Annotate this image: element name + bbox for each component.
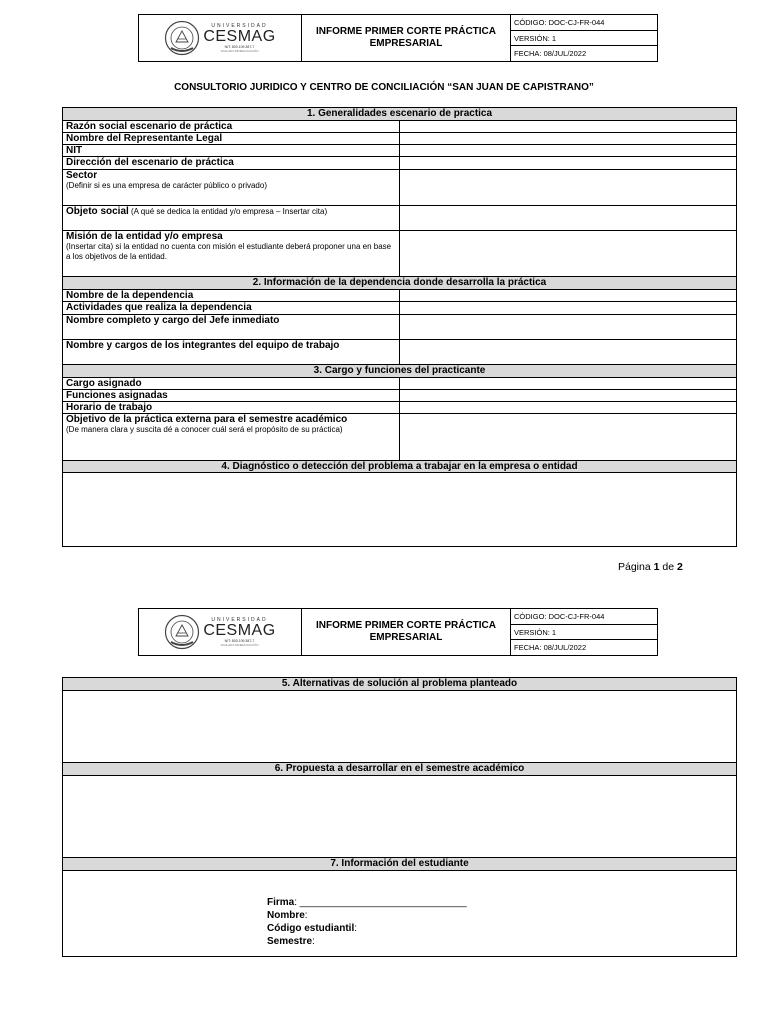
practice-info-table <box>62 107 737 547</box>
field-mision[interactable] <box>400 231 737 277</box>
document-code: CÓDIGO: DOC-CJ-FR-044 <box>511 15 657 31</box>
document-meta <box>511 15 657 61</box>
label-mision-title: Misión de la entidad y/o empresa <box>66 231 223 242</box>
label-objetivo-practica <box>63 414 400 461</box>
label-objeto-social-title: Objeto social <box>66 206 129 217</box>
field-horario[interactable] <box>400 402 737 414</box>
field-alternativas[interactable] <box>63 691 737 763</box>
signature-row <box>267 896 467 909</box>
label-horario: Horario de trabajo <box>63 402 400 414</box>
label-objeto-social <box>63 206 400 231</box>
logo-nit: NIT: 800.109.387-7 <box>224 639 255 643</box>
label-objetivo-title: Objetivo de la práctica externa para el semestre académico <box>66 414 348 425</box>
field-diagnostico[interactable] <box>63 473 737 547</box>
logo-nit: NIT: 800.109.387-7 <box>224 45 255 49</box>
label-sector-title: Sector <box>66 170 98 181</box>
page-total: 2 <box>676 561 683 573</box>
student-signature-block <box>267 896 467 948</box>
field-actividades[interactable] <box>400 302 737 315</box>
university-logo <box>139 15 302 61</box>
logo-university-label: UNIVERSIDAD <box>211 617 268 623</box>
document-title: CONSULTORIO JURIDICO Y CENTRO DE CONCILIACIÓN “SAN JUAN DE CAPISTRANO” <box>174 82 594 93</box>
label-equipo-trabajo: Nombre y cargos de los integrantes del equipo de trabajo <box>63 340 400 365</box>
field-jefe-inmediato[interactable] <box>400 315 737 340</box>
page-prefix: Página <box>618 561 654 573</box>
label-razon-social: Razón social escenario de práctica <box>63 121 400 133</box>
field-objeto-social[interactable] <box>400 206 737 231</box>
document-date: FECHA: 08/JUL/2022 <box>514 49 587 59</box>
label-direccion: Dirección del escenario de práctica <box>63 157 400 170</box>
document-date: FECHA: 08/JUL/2022 <box>514 643 587 653</box>
field-cargo-asignado[interactable] <box>400 378 737 390</box>
university-seal-icon <box>164 20 200 56</box>
nombre-colon: : <box>304 910 308 921</box>
label-semestre: Semestre <box>267 936 313 947</box>
signature-line[interactable]: : ______________________________ <box>294 897 467 908</box>
code-row <box>267 922 467 935</box>
field-direccion[interactable] <box>400 157 737 170</box>
label-funciones-asignadas: Funciones asignadas <box>63 390 400 402</box>
label-representante-legal: Nombre del Representante Legal <box>63 133 400 145</box>
name-row <box>267 909 467 922</box>
label-jefe-inmediato: Nombre completo y cargo del Jefe inmediato <box>63 315 400 340</box>
label-mision <box>63 231 400 277</box>
label-nombre: Nombre <box>267 910 305 921</box>
label-firma: Firma <box>267 897 295 908</box>
page-number <box>618 561 683 573</box>
document-meta <box>511 609 657 655</box>
label-nit: NIT <box>63 145 400 157</box>
label-objeto-social-note: (A qué se dedica la entidad y/o empresa – Insertar cita) <box>128 207 328 216</box>
label-mision-note: (Insertar cita) si la entidad no cuenta con misión el estudiante deberá proponer una en base a los objetivos de la entidad. <box>66 242 392 261</box>
page-current: 1 <box>653 561 660 573</box>
field-sector[interactable] <box>400 170 737 206</box>
form-title: INFORME PRIMER CORTE PRÁCTICA EMPRESARIAL <box>302 15 511 61</box>
university-logo <box>139 609 302 655</box>
section-7-header: 7. Información del estudiante <box>63 858 737 871</box>
document-version: VERSIÓN: 1 <box>511 31 657 47</box>
logo-name: CESMAG <box>203 622 276 639</box>
field-funciones-asignadas[interactable] <box>400 390 737 402</box>
field-equipo-trabajo[interactable] <box>400 340 737 365</box>
field-dependencia[interactable] <box>400 290 737 302</box>
section-1-header: 1. Generalidades escenario de practica <box>63 108 737 121</box>
semester-row <box>267 935 467 948</box>
document-code: CÓDIGO: DOC-CJ-FR-044 <box>511 609 657 625</box>
page1-header <box>138 14 658 62</box>
logo-name: CESMAG <box>203 28 276 45</box>
field-nit[interactable] <box>400 145 737 157</box>
page2-header <box>138 608 658 656</box>
form-title: INFORME PRIMER CORTE PRÁCTICA EMPRESARIAL <box>302 609 511 655</box>
label-actividades: Actividades que realiza la dependencia <box>63 302 400 315</box>
field-razon-social[interactable] <box>400 121 737 133</box>
field-objetivo-practica[interactable] <box>400 414 737 461</box>
section-6-header: 6. Propuesta a desarrollar en el semestre académico <box>63 763 737 776</box>
label-objetivo-note: (De manera clara y suscita dé a conocer cuál será el propósito de su práctica) <box>66 425 343 434</box>
field-propuesta[interactable] <box>63 776 737 858</box>
document-version: VERSIÓN: 1 <box>511 625 657 641</box>
section-4-header: 4. Diagnóstico o detección del problema a trabajar en la empresa o entidad <box>63 461 737 473</box>
university-seal-icon <box>164 614 200 650</box>
section-2-header: 2. Información de la dependencia donde desarrolla la práctica <box>63 277 737 290</box>
logo-subtitle: VIGILADA MINEDUCACIÓN <box>220 643 259 647</box>
section-5-header: 5. Alternativas de solución al problema planteado <box>63 678 737 691</box>
label-sector <box>63 170 400 206</box>
codigo-colon: : <box>354 923 357 934</box>
logo-subtitle: VIGILADA MINEDUCACIÓN <box>220 49 259 53</box>
label-codigo-estudiantil: Código estudiantil <box>267 923 355 934</box>
field-representante-legal[interactable] <box>400 133 737 145</box>
label-dependencia: Nombre de la dependencia <box>63 290 400 302</box>
logo-university-label: UNIVERSIDAD <box>211 23 268 29</box>
label-sector-note: (Definir si es una empresa de carácter público o privado) <box>66 181 267 190</box>
semestre-colon: : <box>312 936 315 947</box>
label-cargo-asignado: Cargo asignado <box>63 378 400 390</box>
page-middle: de <box>659 561 677 573</box>
section-3-header: 3. Cargo y funciones del practicante <box>63 365 737 378</box>
